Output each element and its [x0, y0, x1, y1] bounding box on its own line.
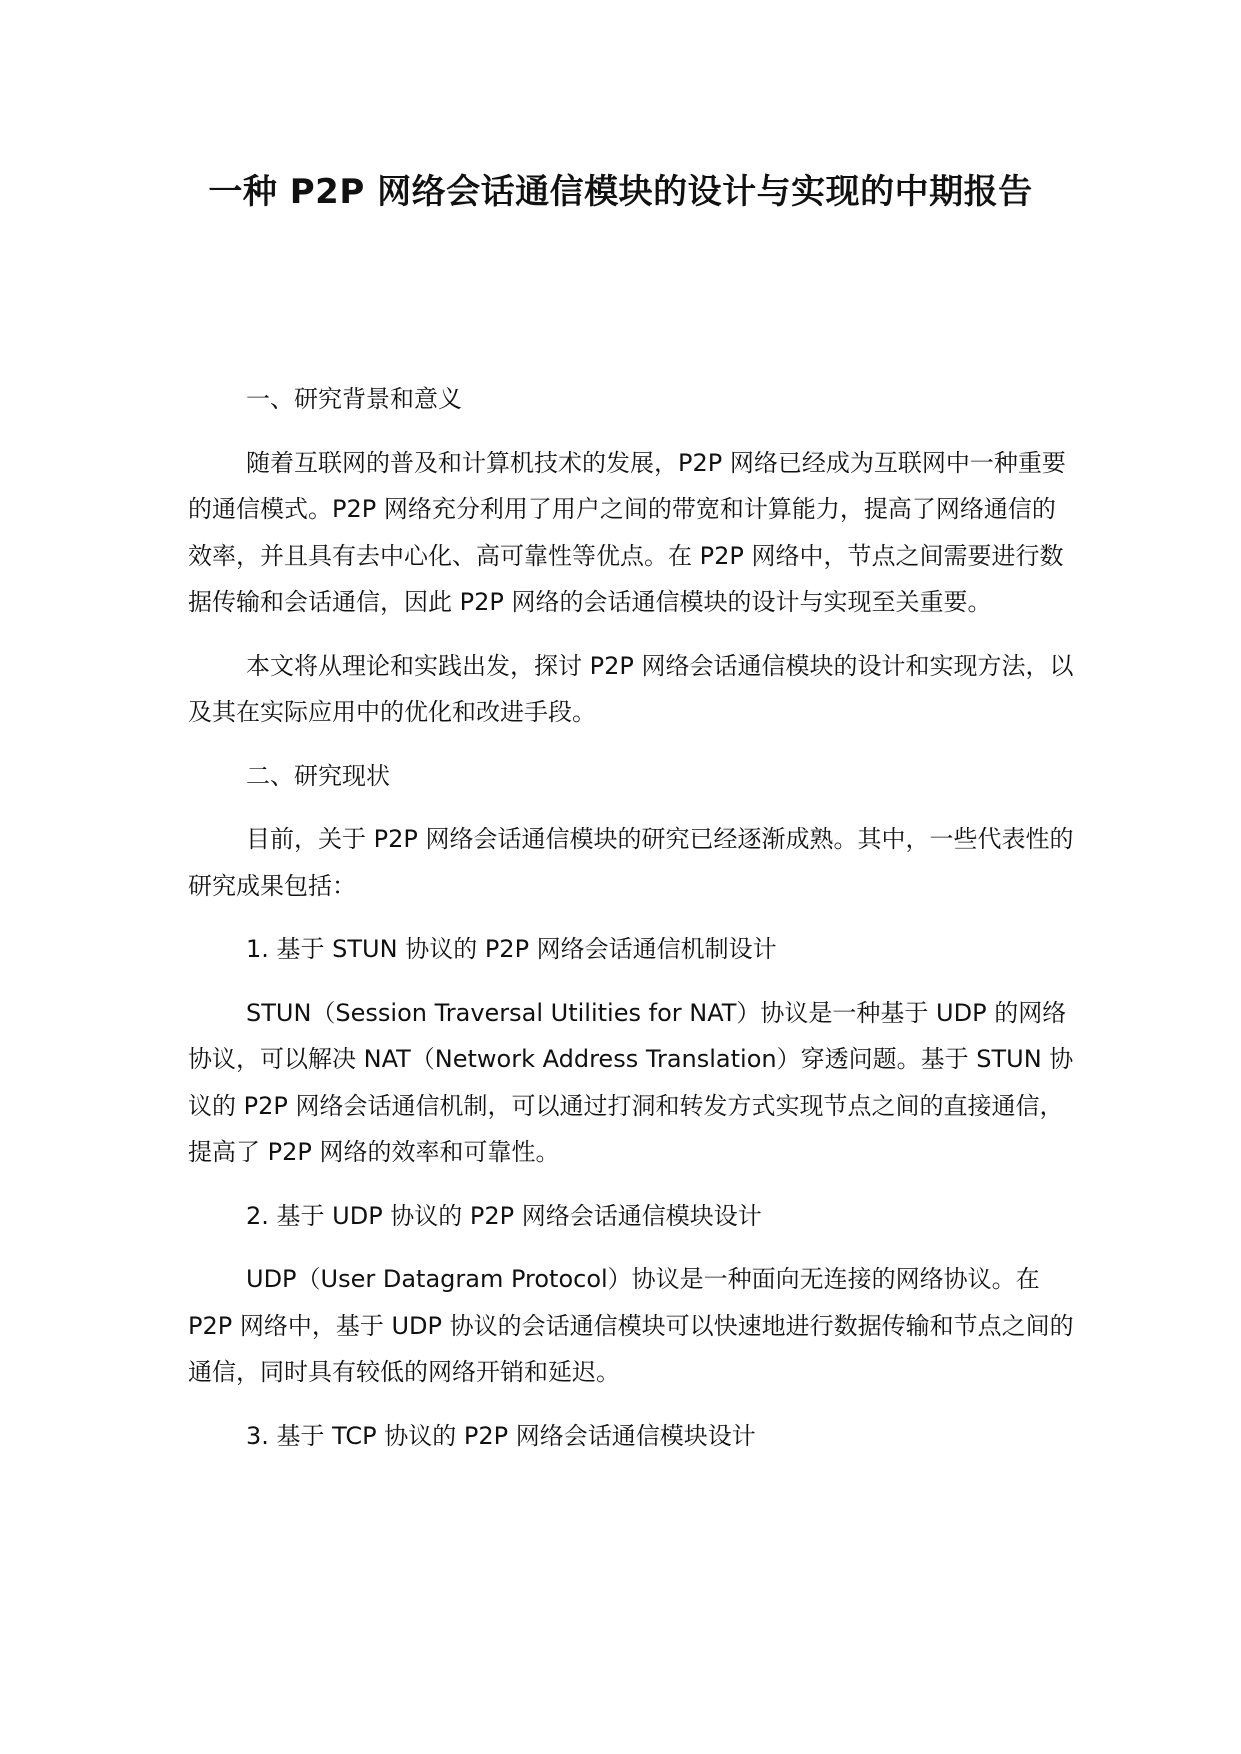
paragraph-purpose: 本文将从理论和实践出发，探讨 P2P 网络会话通信模块的设计和实现方法，以及其在实际应用中的优化和改进手段。 [188, 651, 1074, 726]
list-item-tcp-heading: 3. 基于 TCP 协议的 P2P 网络会话通信模块设计 [246, 1421, 756, 1450]
paragraph-background: 随着互联网的普及和计算机技术的发展，P2P 网络已经成为互联网中一种重要的通信模式。P2P 网络充分利用了用户之间的带宽和计算能力，提高了网络通信的效率，并且具有去中心化、高可靠性等优点。在 P2P 网络中，节点之间需要进行数据传输和会话通信，因此 P2P 网络的会话通信模块的设计与实现至关重要。 [188, 448, 1066, 616]
paragraph-udp: UDP（User Datagram Protocol）协议是一种面向无连接的网络协议。在 P2P 网络中，基于 UDP 协议的会话通信模块可以快速地进行数据传输和节点之间的通信，同时具有较低的网络开销和延迟。 [188, 1265, 1074, 1386]
section-heading-background: 一、研究背景和意义 [246, 385, 462, 413]
section-heading-status: 二、研究现状 [246, 761, 390, 790]
list-item-udp-heading: 2. 基于 UDP 协议的 P2P 网络会话通信模块设计 [246, 1201, 762, 1230]
paragraph-stun: STUN（Session Traversal Utilities for NAT）协议是一种基于 UDP 的网络协议，可以解决 NAT（Network Address Translation）穿透问题。基于 STUN 协议的 P2P 网络会话通信机制，可以通过打洞和转发方式实现节点之间的直接通信，提高了 P2P 网络的效率和可靠性。 [188, 998, 1074, 1166]
document-title: 一种 P2P 网络会话通信模块的设计与实现的中期报告 [208, 172, 1033, 212]
paragraph-status-intro: 目前，关于 P2P 网络会话通信模块的研究已经逐渐成熟。其中，一些代表性的研究成果包括： [188, 825, 1074, 900]
document-body [188, 376, 1078, 1476]
list-item-stun-heading: 1. 基于 STUN 协议的 P2P 网络会话通信机制设计 [246, 935, 777, 963]
